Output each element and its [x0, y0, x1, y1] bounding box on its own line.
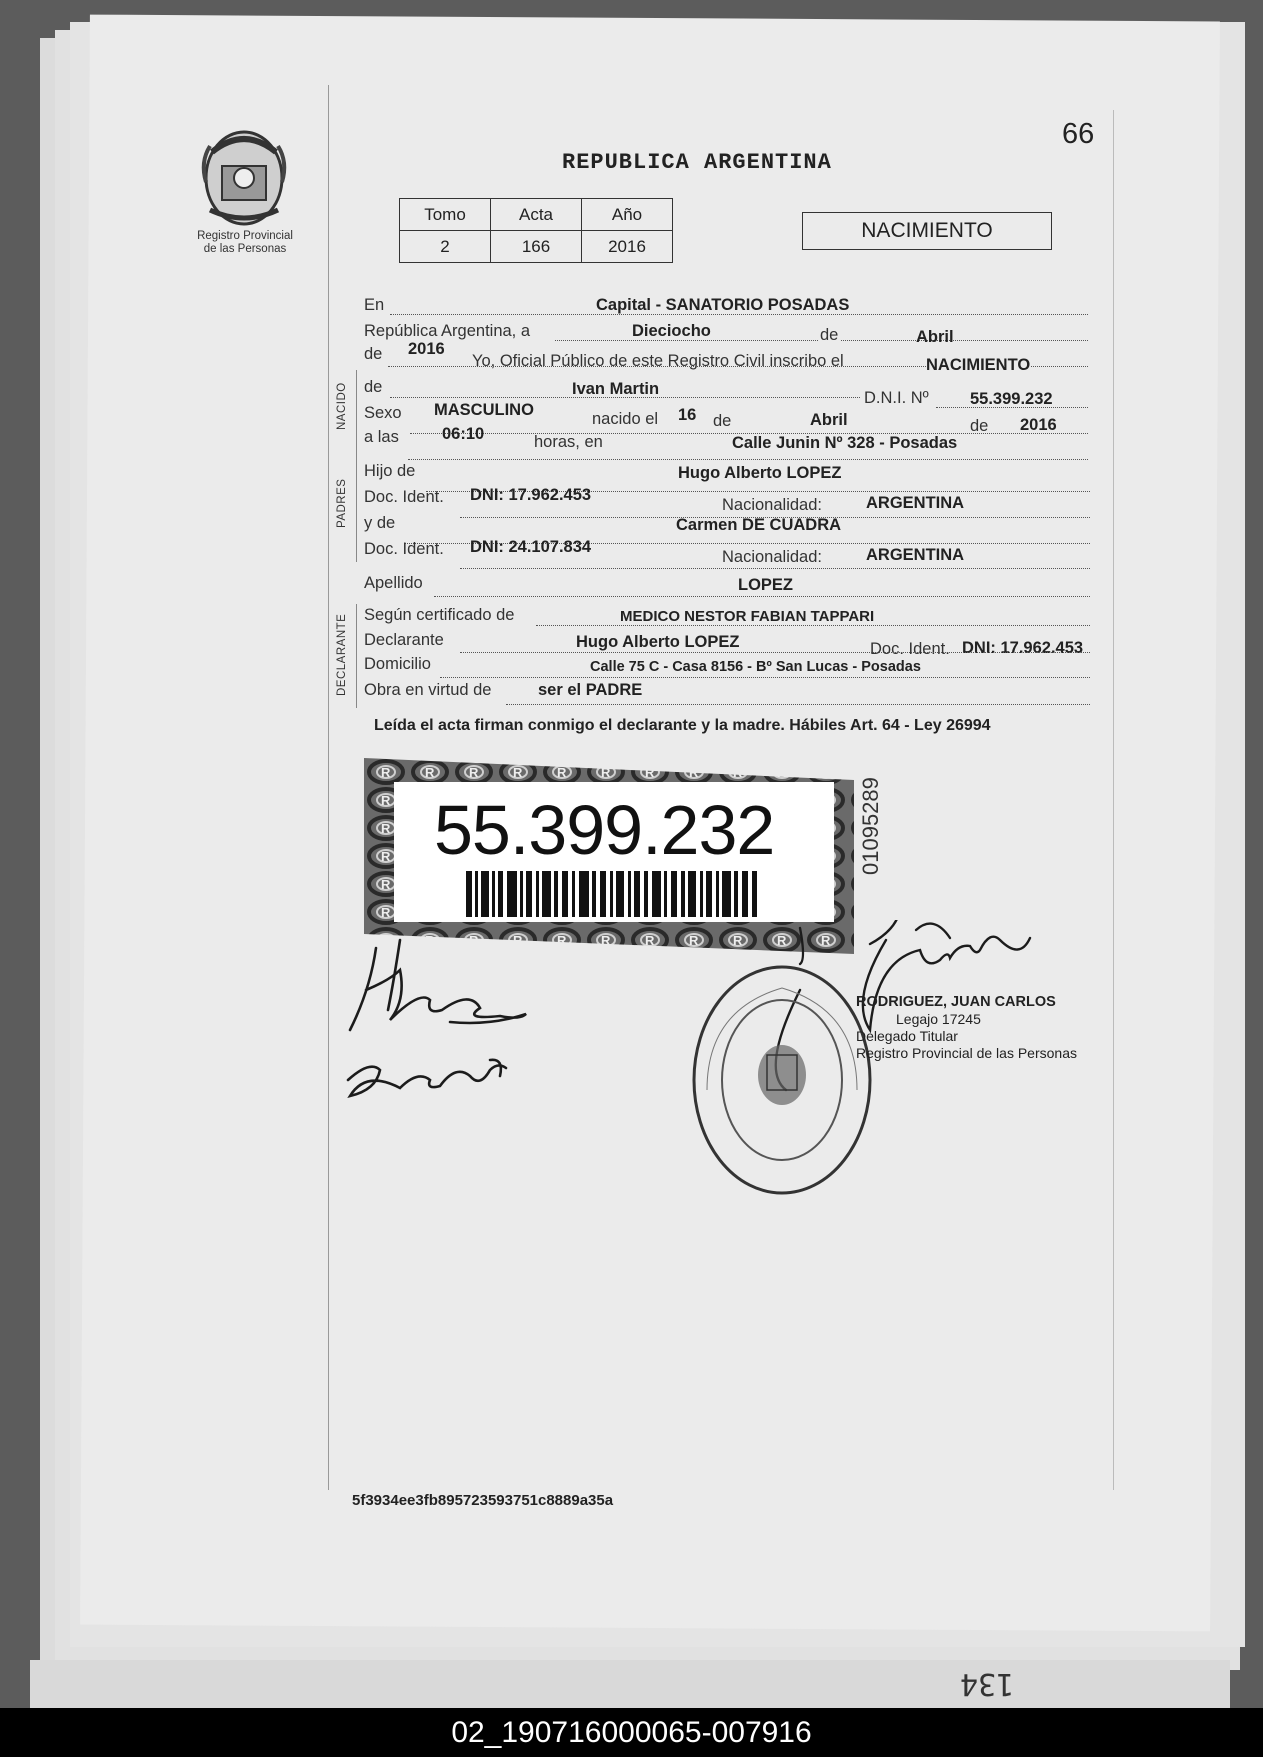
- declarante-line: [460, 652, 1090, 653]
- margin-line: [328, 85, 329, 1490]
- official-legajo: Legajo 17245: [896, 1011, 981, 1027]
- padre-nacionalidad-value: ARGENTINA: [866, 494, 965, 512]
- obra-value: ser el PADRE: [538, 681, 643, 699]
- padre-doc-value: DNI: 17.962.453: [470, 486, 592, 504]
- hijo-de-label: Hijo de: [364, 462, 416, 480]
- fecha-mes-value: Abril: [916, 328, 954, 346]
- bottom-stamp-number: 134: [960, 1666, 1015, 1701]
- dni-value: 55.399.232: [970, 390, 1053, 408]
- official-seal-stamp: [687, 960, 877, 1200]
- barcode-icon: [466, 871, 758, 917]
- registry-table: [399, 198, 673, 263]
- apellido-label: Apellido: [364, 574, 423, 592]
- lugar-value: Calle Junin Nº 328 - Posadas: [732, 434, 958, 452]
- madre-doc-label: Doc. Ident.: [364, 540, 444, 558]
- document-hash: 5f3934ee3fb895723593751c8889a35a: [352, 1492, 614, 1509]
- obra-label: Obra en virtud de: [364, 681, 492, 699]
- madre-nacionalidad-value: ARGENTINA: [866, 546, 965, 564]
- nombre-value: Ivan Martin: [572, 380, 660, 398]
- lugar-line: [408, 459, 1088, 460]
- section-divider: [356, 370, 357, 462]
- domicilio-value: Calle 75 C - Casa 8156 - Bº San Lucas - Posadas: [590, 659, 921, 675]
- document-title: REPUBLICA ARGENTINA: [562, 150, 832, 175]
- acta-note: Leída el acta firman conmigo el declarante y la madre. Hábiles Art. 64 - Ley 26994: [374, 717, 991, 734]
- declarante-doc-value: DNI: 17.962.453: [962, 639, 1084, 657]
- nacido-de-label-3: de: [970, 417, 989, 435]
- right-margin-line: [1113, 110, 1114, 1490]
- declarante-doc-label: Doc. Ident.: [870, 640, 950, 658]
- section-label-nacido: NACIDO: [336, 382, 348, 430]
- section-divider: [356, 462, 357, 562]
- declarante-label: Declarante: [364, 631, 444, 649]
- madre-value: Carmen DE CUADRA: [676, 516, 842, 534]
- section-label-padres: PADRES: [336, 478, 348, 528]
- nacido-de-label-2: de: [713, 412, 732, 430]
- nacido-el-label: nacido el: [592, 410, 659, 428]
- table-header-tomo: Tomo: [400, 199, 491, 231]
- official-signature-block: [856, 994, 1077, 1062]
- fecha-dia-value: Dieciocho: [632, 322, 711, 340]
- a-las-label: a las: [364, 428, 399, 446]
- oficial-text: Yo, Oficial Público de este Registro Civil inscribo el: [472, 352, 844, 370]
- table-header-anio: Año: [582, 199, 673, 231]
- nacimiento-mes-value: Abril: [810, 411, 848, 429]
- en-value: Capital - SANATORIO POSADAS: [596, 296, 850, 314]
- page-number: 66: [1062, 118, 1095, 150]
- padre-value: Hugo Alberto LOPEZ: [678, 464, 842, 482]
- horas-en-label: horas, en: [534, 433, 603, 451]
- province-emblem-icon: [192, 122, 296, 230]
- de-anio-label: de: [364, 345, 383, 363]
- section-label-declarante: DECLARANTE: [336, 613, 348, 696]
- section-divider: [356, 604, 357, 708]
- domicilio-label: Domicilio: [364, 655, 431, 673]
- madre-doc-value: DNI: 24.107.834: [470, 538, 592, 556]
- de-label: de: [820, 326, 839, 344]
- dni-label: D.N.I. Nº: [864, 389, 929, 407]
- padre-nacionalidad-label: Nacionalidad:: [722, 496, 822, 514]
- sexo-value: MASCULINO: [434, 401, 534, 419]
- nacido-de-label: de: [364, 378, 383, 396]
- fecha-anio-value: 2016: [408, 340, 445, 358]
- table-value-anio: 2016: [582, 231, 673, 263]
- domicilio-line: [440, 677, 1090, 678]
- apellido-value: LOPEZ: [738, 576, 794, 594]
- record-type-box: NACIMIENTO: [802, 212, 1052, 250]
- registro-provincial-label: Registro Provincial de las Personas: [197, 230, 293, 255]
- certificado-line: [536, 625, 1090, 626]
- sexo-label: Sexo: [364, 404, 402, 422]
- certificado-value: MEDICO NESTOR FABIAN TAPPARI: [620, 608, 875, 625]
- certificado-label: Según certificado de: [364, 606, 515, 624]
- table-value-tomo: 2: [400, 231, 491, 263]
- hora-value: 06:10: [442, 425, 485, 443]
- apellido-line: [434, 596, 1090, 597]
- inscripcion-value: NACIMIENTO: [926, 356, 1031, 374]
- official-registro: Registro Provincial de las Personas: [856, 1045, 1077, 1061]
- obra-line: [506, 704, 1090, 705]
- official-name: RODRIGUEZ, JUAN CARLOS: [856, 994, 1056, 1010]
- nacimiento-dia-value: 16: [678, 406, 697, 424]
- padre-doc-label: Doc. Ident.: [364, 488, 444, 506]
- table-value-acta: 166: [491, 231, 582, 263]
- bottom-paper-strip: [30, 1660, 1230, 1708]
- madre-nacionalidad-label: Nacionalidad:: [722, 548, 822, 566]
- sticker-side-code: 01095289: [858, 777, 883, 875]
- republica-label: República Argentina, a: [364, 322, 531, 340]
- y-de-label: y de: [364, 514, 396, 532]
- en-label: En: [364, 296, 385, 314]
- declarante-value: Hugo Alberto LOPEZ: [576, 633, 740, 651]
- official-cargo: Delegado Titular: [856, 1028, 958, 1044]
- nacimiento-anio-value: 2016: [1020, 416, 1057, 434]
- madre-doc-line: [460, 568, 1090, 569]
- table-header-acta: Acta: [491, 199, 582, 231]
- dni-sticker-number: 55.399.232: [434, 791, 775, 869]
- scan-footer-id: 02_190716000065-007916: [0, 1708, 1263, 1757]
